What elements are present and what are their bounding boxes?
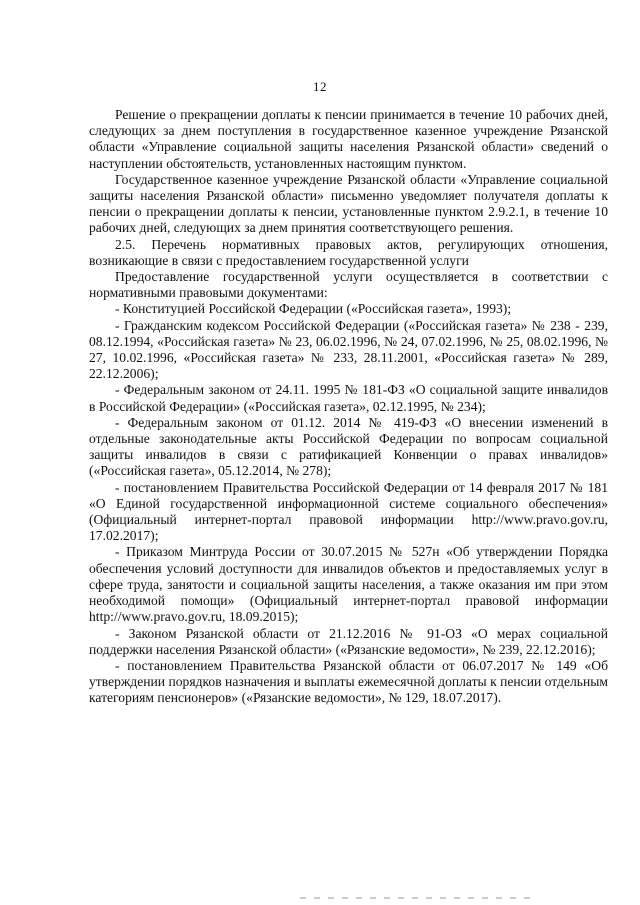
list-item-federal-law-419: - Федеральным законом от 01.12. 2014 № 419-ФЗ «О внесении изменений в отдельные законодательные акты Российской Федерации по вопросам социальной защиты инвалидов в связи с ратификацией Конвенции о правах инвалидов» («Российская газета», 05.12.2014, № 278); <box>89 414 608 479</box>
page-number: 12 <box>313 79 327 94</box>
list-item-mintrud-order-527n: - Приказом Минтруда России от 30.07.2015 № 527н «Об утверждении Порядка обеспечения условий доступности для инвалидов объектов и предоставляемых услуг в сфере труда, занятости и социальной защиты населения, а также оказания им при этом необходимой помощи» (Официальный интернет-портал правовой информации http://www.pravo.gov.ru, 18.09.2015); <box>89 544 608 625</box>
scan-artifact <box>300 897 530 899</box>
list-item-civil-code: - Гражданским кодексом Российской Федерации («Российская газета» № 238 - 239, 08.12.1994, «Российская газета» № 23, 06.02.1996, № 24, 07.02.1996, № 25, 08.02.1996, № 27, 10.02.1996, «Российская газета» № 233, 28.11.2001, «Российская газета» № 289, 22.12.2006); <box>89 317 608 382</box>
paragraph-termination-decision: Решение о прекращении доплаты к пенсии принимается в течение 10 рабочих дней, следующих за днем поступления в государственное казенное учреждение Рязанской области «Управление социальной защиты населения Рязанской области» сведений о наступлении обстоятельств, установленных настоящим пунктом. <box>89 107 608 171</box>
list-item-government-resolution-181: - постановлением Правительства Российской Федерации от 14 февраля 2017 № 181 «О Единой государственной информационной системе социального обеспечения» (Официальный интернет-портал правовой информации http://www.pravo.gov.ru, 17.02.2017); <box>89 479 608 544</box>
paragraph-notification: Государственное казенное учреждение Рязанской области «Управление социальной защиты населения Рязанской области» письменно уведомляет получателя доплаты к пенсии о прекращении доплаты к пенсии, установленные пунктом 2.9.2.1, в течение 10 рабочих дней, следующих за днем принятия соответствующего решения. <box>89 171 608 236</box>
list-item-ryazan-resolution-149: - постановлением Правительства Рязанской области от 06.07.2017 № 149 «Об утверждении порядков назначения и выплаты ежемесячной доплаты к пенсии отдельным категориям пенсионеров» («Рязанские ведомости», № 129, 18.07.2017). <box>89 657 608 706</box>
list-item-federal-law-181: - Федеральным законом от 24.11. 1995 № 181-ФЗ «О социальной защите инвалидов в Российской Федерации» («Российская газета», 02.12.1995, № 234); <box>89 382 608 414</box>
document-body <box>89 107 608 707</box>
section-heading-2-5: 2.5. Перечень нормативных правовых актов, регулирующих отношения, возникающие в связи с предоставлением государственной услуги <box>89 236 608 268</box>
list-item-ryazan-law-91: - Законом Рязанской области от 21.12.2016 № 91-ОЗ «О мерах социальной поддержки населения Рязанской области» («Рязанские ведомости», № 239, 22.12.2016); <box>89 625 608 657</box>
list-item-constitution: - Конституцией Российской Федерации («Российская газета», 1993); <box>115 301 512 317</box>
paragraph-legal-basis-intro: Предоставление государственной услуги осуществляется в соответствии с нормативными правовыми документами: <box>89 269 608 301</box>
